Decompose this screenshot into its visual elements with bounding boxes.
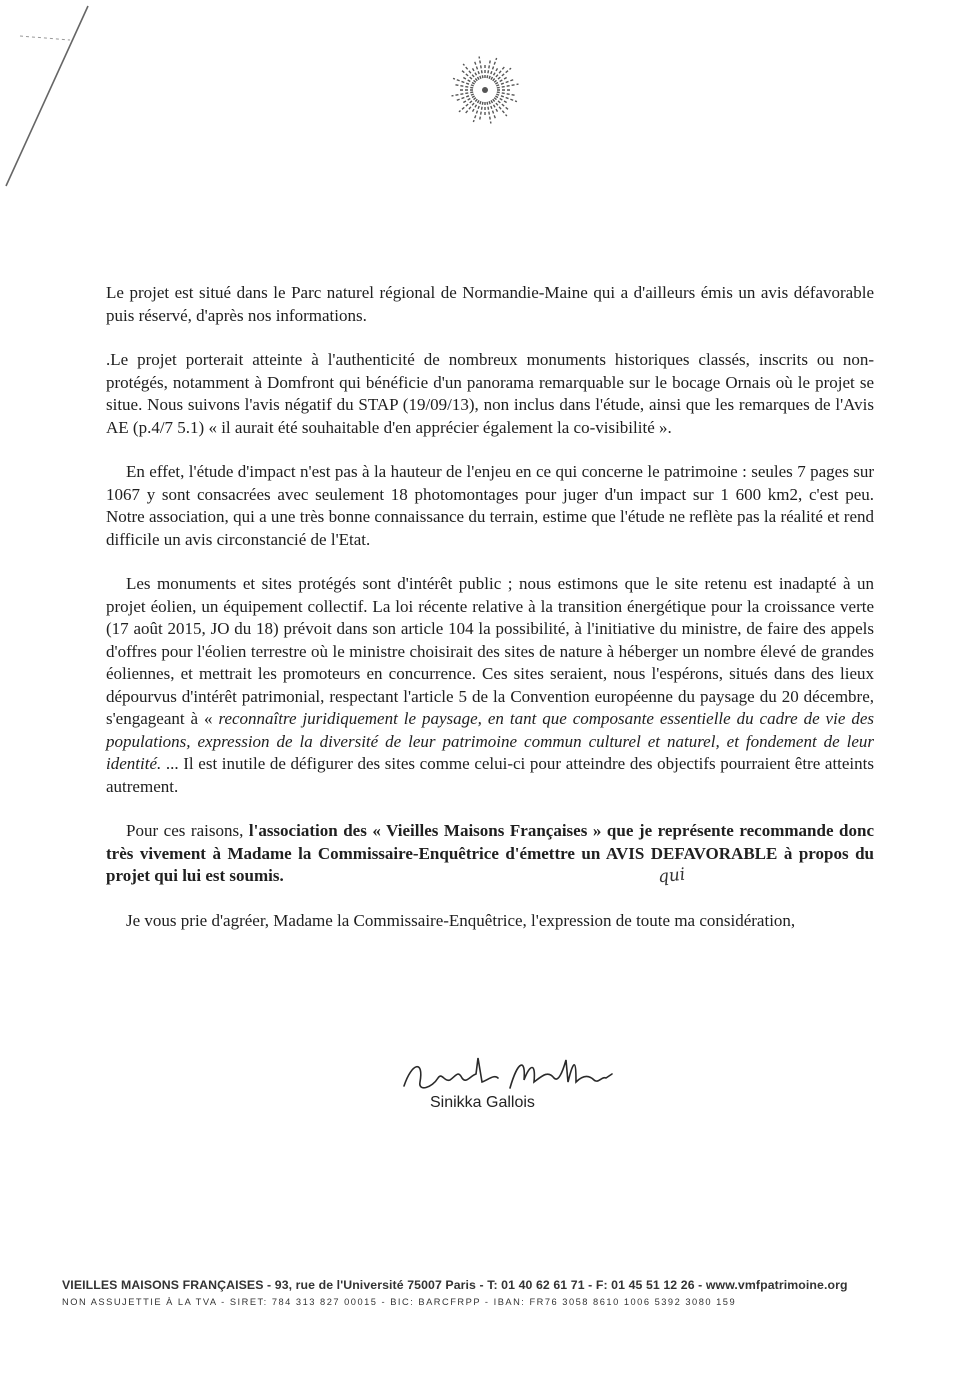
paragraph-4-end: ... Il est inutile de défigurer des sites comme celui-ci pour atteindre des objectifs pourraient être atteints autrement. bbox=[106, 754, 874, 796]
margin-pen-stroke bbox=[0, 0, 90, 200]
sunburst-logo-icon bbox=[445, 50, 525, 130]
paragraph-2: .Le projet porterait atteinte à l'authenticité de nombreux monuments historiques classés, inscrits ou non-protégés, notamment à Domfront qui bénéficie d'un panorama remarquable sur le bocage Ornais où le projet se situe. Nous suivons l'avis négatif du STAP (19/09/13), non inclus dans l'étude, ainsi que les remarques de l'Avis AE (p.4/7 5.1) « il aurait été souhaitable d'en apprécier également la co-visibilité ». bbox=[106, 350, 874, 437]
footer-address: VIEILLES MAISONS FRANÇAISES - 93, rue de l'Université 75007 Paris - T: 01 40 62 61 71 - F: 01 45 51 12 26 - www.vmfpatrimoine.org bbox=[62, 1278, 848, 1292]
handwritten-annotation: qui bbox=[657, 864, 687, 888]
closing-formula: Je vous prie d'agréer, Madame la Commissaire-Enquêtrice, l'expression de toute ma considération, bbox=[126, 910, 796, 930]
paragraph-3: En effet, l'étude d'impact n'est pas à la hauteur de l'enjeu en ce qui concerne le patrimoine : seules 7 pages sur 1067 y sont consacrées avec seulement 18 photomontages pour juger d'un impact sur 1 600 km2, c'est peu. Notre association, qui a une très bonne connaissance du terrain, estime que l'étude ne reflète pas la réalité et rend difficile un avis circonstancié de l'Etat. bbox=[106, 462, 874, 549]
letterhead-footer bbox=[62, 1278, 932, 1307]
paragraph-1: Le projet est situé dans le Parc naturel régional de Normandie-Maine qui a d'ailleurs émis un avis défavorable puis réservé, d'après nos informations. bbox=[106, 283, 874, 325]
paragraph-4-quote: reconnaître juridiquement le paysage, en tant que composante essentielle du cadre de vie des populations, expression de la diversité de leur patrimoine commun culturel et naturel, et fondement de leur identité. bbox=[106, 709, 874, 773]
footer-legal: NON ASSUJETTIE À LA TVA - SIRET: 784 313 827 00015 - BIC: BARCFRPP - IBAN: FR76 3058 8610 1006 5392 3080 159 bbox=[62, 1297, 737, 1307]
paragraph-5-start: Pour ces raisons, bbox=[126, 821, 249, 840]
letter-body bbox=[106, 282, 874, 954]
paragraph-4-start: Les monuments et sites protégés sont d'intérêt public ; nous estimons que le site retenu est inadapté à un projet éolien, un équipement collectif. La loi récente relative à la transition énergétique pour la croissance verte (17 août 2015, JO du 18) prévoit dans son article 104 la possibilité, à l'initiative du ministre, de faire des appels d'offres pour l'éolien terrestre où le ministre choisirait des sites de nature à héberger un nombre élevé de grandes éoliennes, et mettrait les promoteurs en concurrence. Ces sites seraient, nous l'espérons, situés dans des lieux dépourvus d'intérêt patrimonial, respectant l'article 5 de la Convention européenne du paysage du 20 décembre, s'engageant à « bbox=[106, 574, 874, 728]
signer-name: Sinikka Gallois bbox=[430, 1094, 535, 1111]
paragraph-5 bbox=[106, 820, 874, 888]
paragraph-4 bbox=[106, 573, 874, 798]
paragraph-5-recommendation: l'association des « Vieilles Maisons Françaises » que je représente recommande donc très vivement à Madame la Commissaire-Enquêtrice d'émettre un AVIS DEFAVORABLE à propos du projet qui lui est soumis. bbox=[106, 821, 874, 885]
handwritten-signature bbox=[398, 1052, 618, 1098]
